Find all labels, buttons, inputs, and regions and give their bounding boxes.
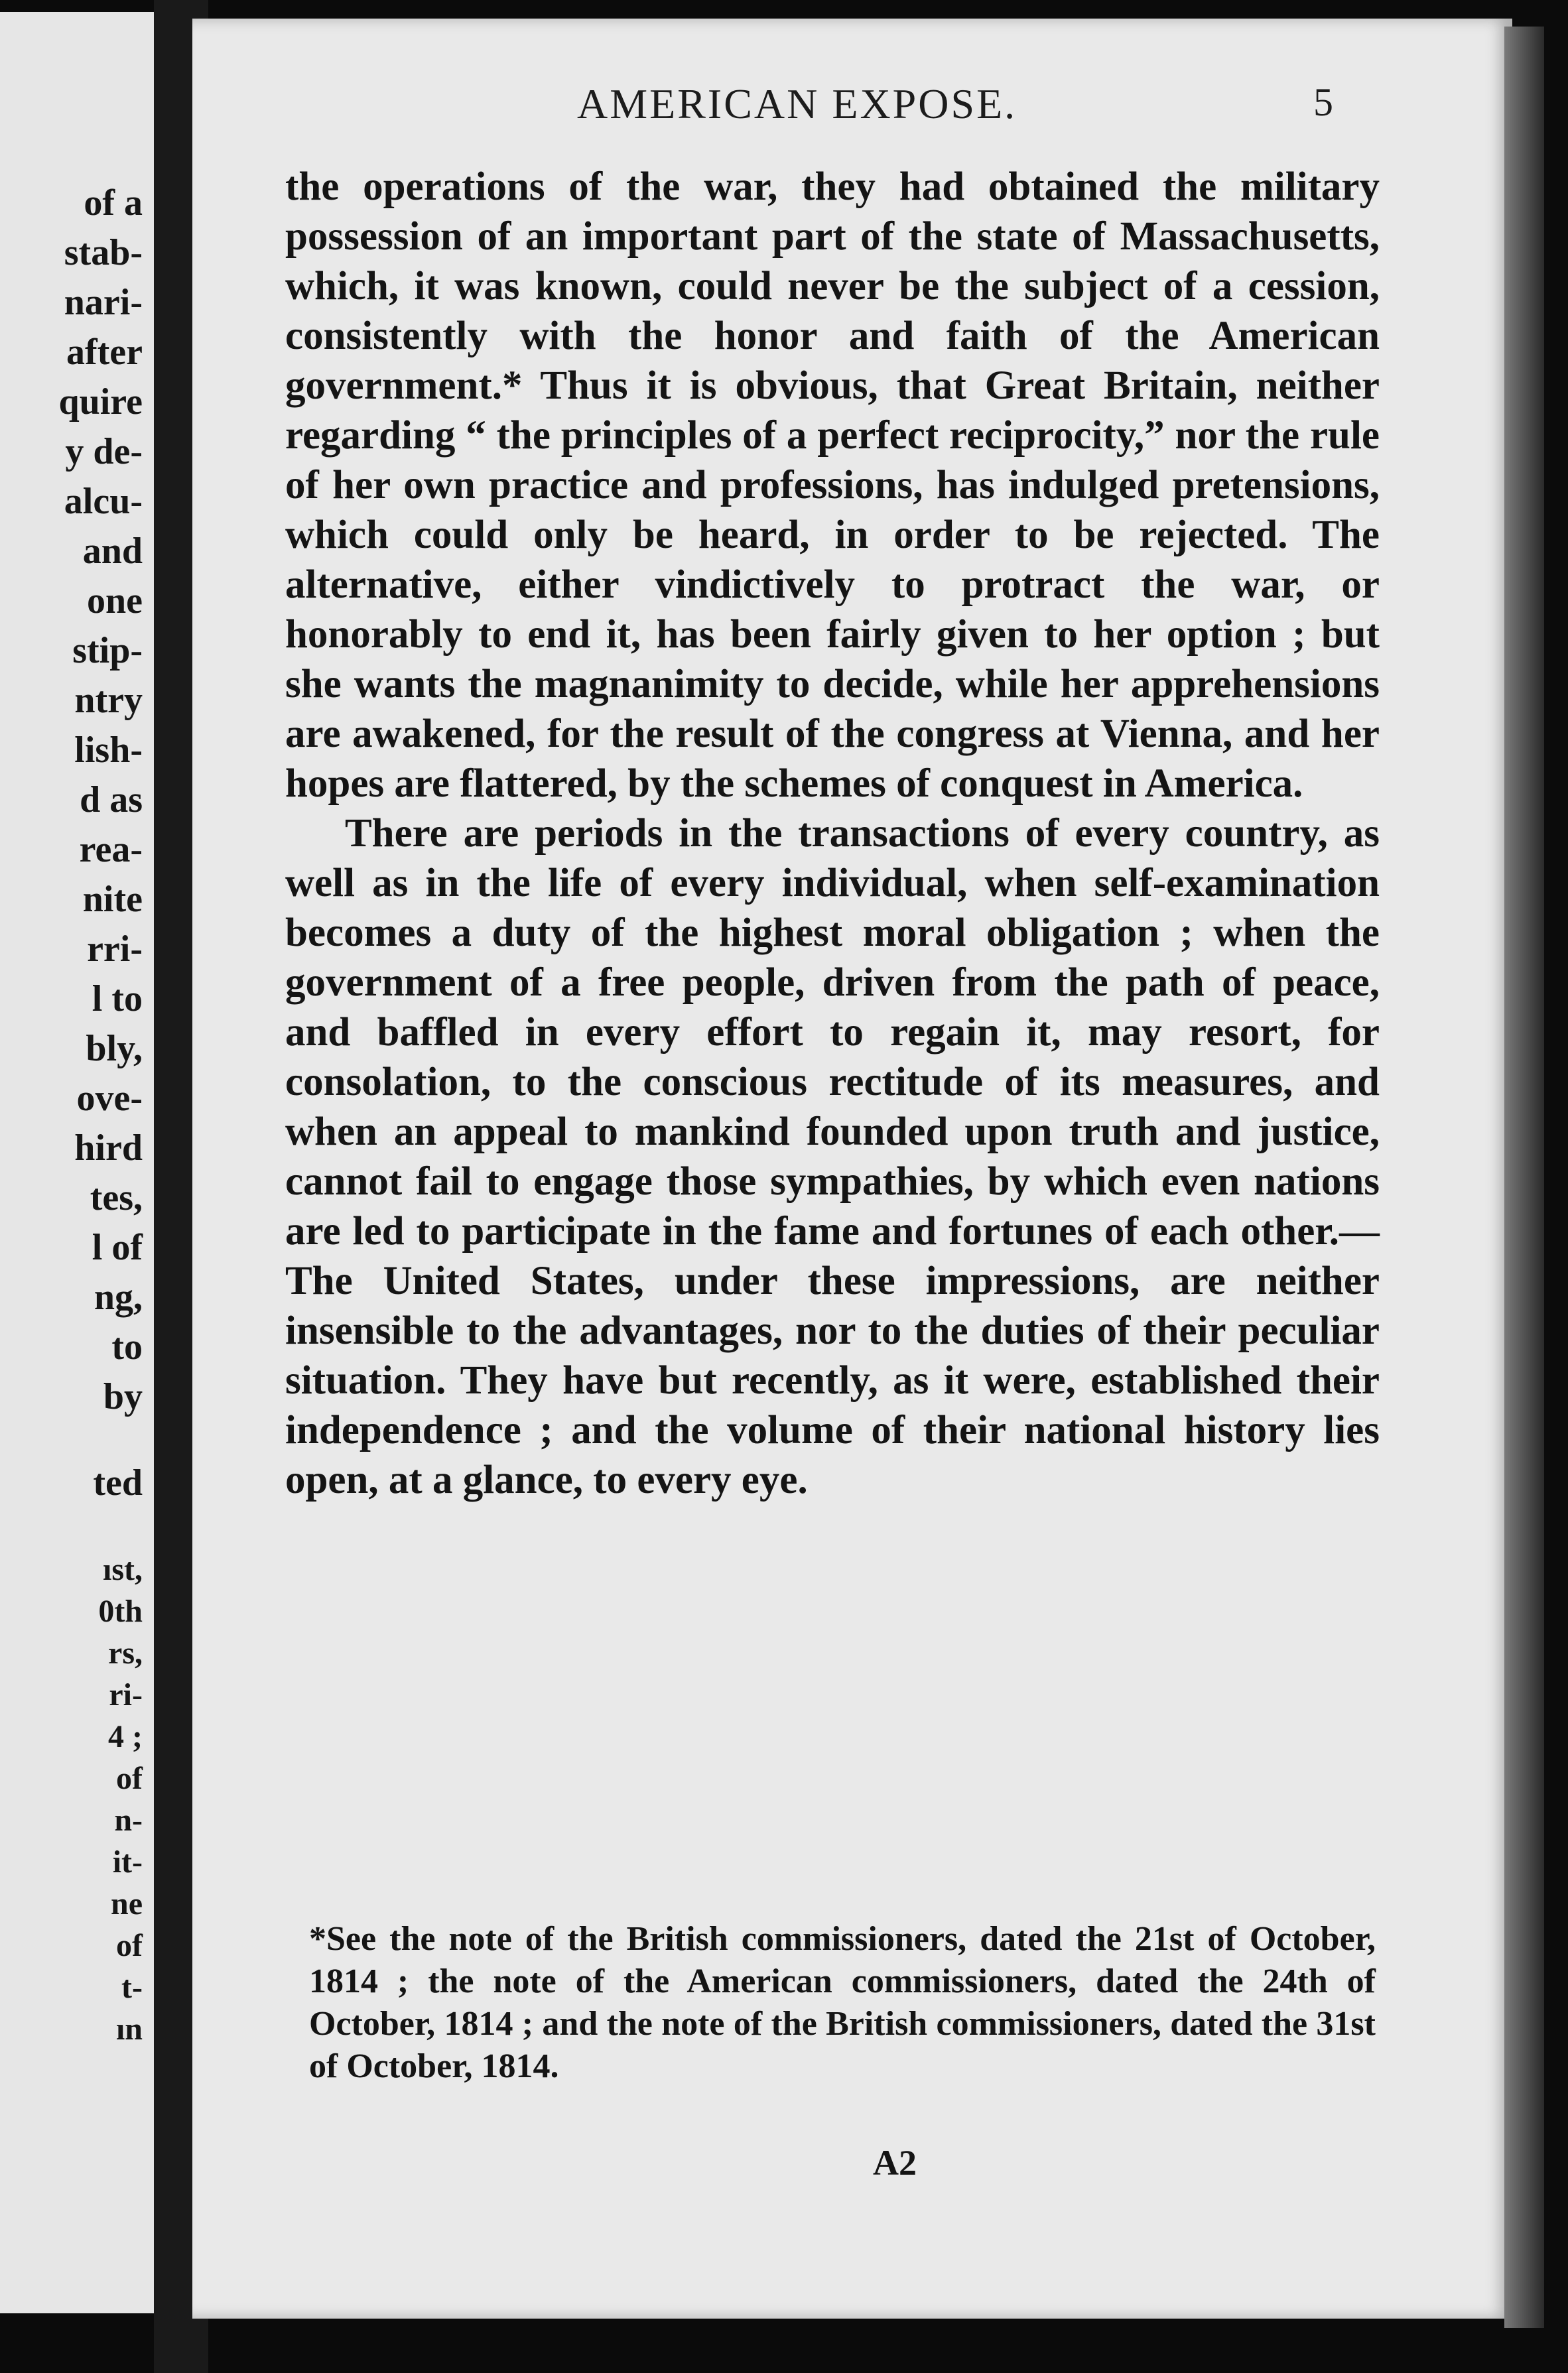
left-page-fragment: l to (92, 978, 143, 1019)
left-page-fragment: one (87, 580, 143, 621)
page-number: 5 (1313, 80, 1333, 124)
left-page-fragment: after (66, 332, 143, 373)
left-page-fragment: ın (115, 2012, 143, 2047)
page-edge-shadow (1504, 27, 1544, 2328)
left-page-fragment: alcu- (64, 481, 143, 522)
left-page-fragment: bly, (86, 1028, 143, 1069)
body-text (285, 162, 1380, 1505)
left-page-fragment: ne (111, 1886, 143, 1921)
left-page-fragment: ng, (94, 1277, 143, 1318)
left-page-fragment: 4 ; (108, 1719, 143, 1754)
left-page-fragment: l of (92, 1227, 143, 1268)
left-page-fragment: y de- (65, 431, 143, 472)
left-page-fragment: ntry (74, 680, 143, 721)
footnote: *See the note of the British commissioners, dated the 21st of October, 1814 ; the note of the American commissioners, dated the 24th of October, 1814 ; and the note of the British commissioners, dated the 31st of October, 1814. (309, 1920, 1376, 2085)
left-page-fragment: t- (121, 1970, 143, 2005)
left-page-fragment: 0th (98, 1594, 143, 1629)
paragraph-1: the operations of the war, they had obtained the military possession of an important part of the state of Massachusetts, which, it was known, could never be the subject of a cession, consistently with the honor and faith of the American government.* Thus it is obvious, that Great Britain, neither regarding “ the principles of a perfect reciprocity,” nor the rule of her own practice and professions, has indulged pretensions, which could only be heard, in order to be rejected. The alternative, either vindictively to protract the war, or honorably to end it, has been fairly given to her option ; but she wants the magnanimity to decide, while her apprehensions are awakened, for the result of the congress at Vienna, and her hopes are flattered, by the schemes of conquest in America. (285, 164, 1380, 806)
left-page-fragment: rri- (87, 929, 143, 970)
left-page-fragment: nari- (64, 282, 143, 323)
running-title: AMERICAN EXPOSE. (577, 80, 1017, 127)
left-page-fragment: ıst, (103, 1552, 143, 1587)
left-page-fragment: by (103, 1376, 143, 1417)
left-page-fragment: ove- (76, 1078, 143, 1119)
left-page-fragment: stab- (64, 232, 143, 273)
left-page-fragment: tes, (90, 1177, 143, 1218)
left-page-fragment: quire (58, 381, 143, 422)
left-page-fragment: it- (112, 1844, 143, 1880)
left-page-fragment: rs, (108, 1635, 143, 1671)
left-page-fragment: n- (114, 1803, 143, 1838)
signature-mark: A2 (873, 2143, 917, 2183)
left-page-fragment: and (82, 531, 143, 572)
page-header (385, 73, 1333, 133)
left-page-fragment: of (116, 1928, 143, 1963)
left-page-fragment: rea- (79, 829, 143, 870)
left-page-fragment: ri- (109, 1677, 143, 1712)
left-facing-page (0, 12, 154, 2313)
left-page-fragment: lish- (74, 730, 143, 771)
left-page-fragment: ted (93, 1462, 143, 1504)
left-page-fragment: of a (84, 182, 143, 224)
left-page-fragment: hird (74, 1127, 143, 1169)
left-page-fragment: of (116, 1761, 143, 1796)
left-page-fragment: nite (82, 879, 143, 920)
paragraph-2: There are periods in the transactions of every country, as well as in the life of every individual, when self-examination becomes a duty of the highest moral obligation ; when the government of a free people, driven from the path of peace, and baffled in every effort to regain it, may resort, for consolation, to the conscious rectitude of its measures, and when an appeal to mankind founded upon truth and justice, cannot fail to engage those sympathies, by which even nations are led to participate in the fame and fortunes of each other.—The United States, under these impressions, are neither insensible to the advantages, nor to the duties of their peculiar situation. They have but recently, as it were, established their independence ; and the volume of their national history lies open, at a glance, to every eye. (285, 811, 1380, 1502)
left-page-fragment: to (111, 1326, 143, 1368)
left-page-fragment: stip- (72, 630, 143, 671)
left-page-fragment: d as (80, 779, 143, 820)
